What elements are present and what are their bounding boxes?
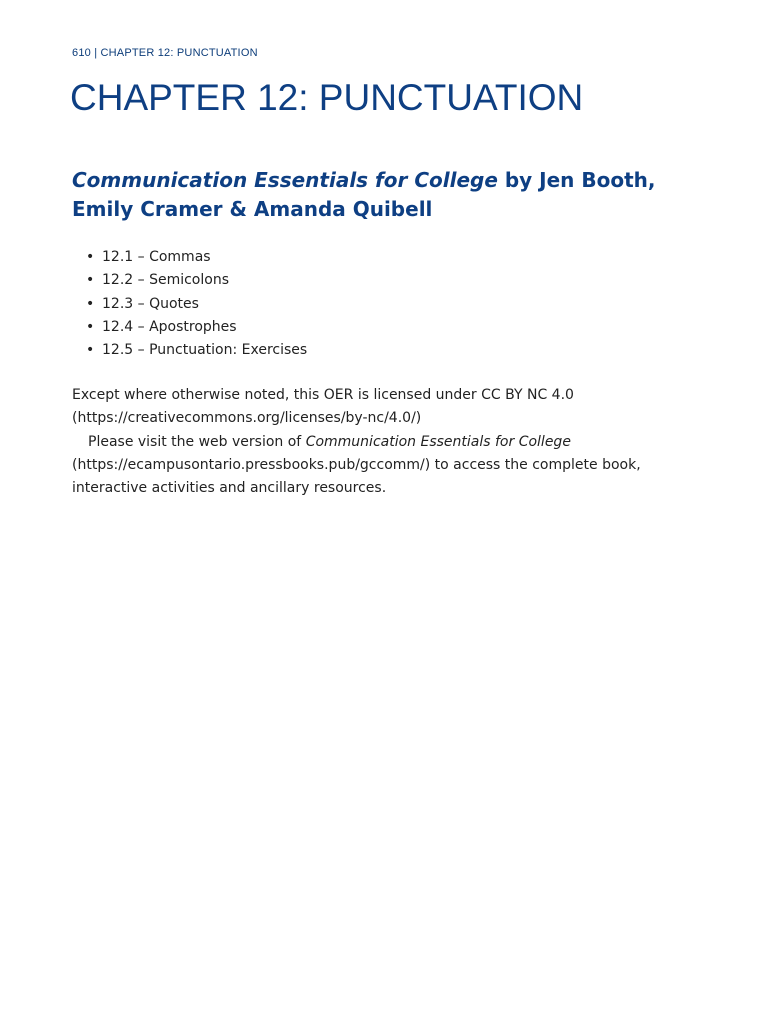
- list-item[interactable]: [72, 269, 307, 292]
- book-byline: by Jen Booth, Emily Cramer & Amanda Quibell: [72, 168, 656, 221]
- bullet-icon: •: [86, 318, 95, 335]
- list-item-label: 12.1 – Commas: [102, 249, 211, 265]
- list-item[interactable]: [72, 339, 307, 362]
- bullet-icon: •: [86, 295, 95, 312]
- license-notice: [72, 384, 712, 500]
- license-statement: Except where otherwise noted, this OER is licensed under CC BY NC 4.0 (https://creativecommons.org/licenses/by-nc/4.0/): [72, 387, 574, 427]
- bullet-icon: •: [86, 249, 95, 265]
- list-item-label: 12.5 – Punctuation: Exercises: [102, 342, 308, 359]
- running-header: 610 | CHAPTER 12: PUNCTUATION: [72, 47, 258, 59]
- bullet-icon: •: [86, 272, 95, 289]
- bullet-icon: •: [86, 342, 95, 359]
- list-item[interactable]: [72, 316, 307, 339]
- list-item-label: 12.3 – Quotes: [102, 295, 199, 312]
- visit-web-version-note: [72, 431, 712, 501]
- visit-suffix: (https://ecampusontario.pressbooks.pub/gccomm/) to access the complete book, interactive activities and ancillary resources.: [72, 456, 641, 497]
- visit-book-title: Communication Essentials for College: [305, 433, 571, 450]
- list-item[interactable]: [72, 293, 307, 316]
- chapter-title: CHAPTER 12: PUNCTUATION: [70, 77, 584, 118]
- book-title: Communication Essentials for College: [72, 168, 498, 192]
- list-item-label: 12.2 – Semicolons: [102, 272, 229, 289]
- visit-prefix: Please visit the web version of: [88, 433, 306, 450]
- list-item-label: 12.4 – Apostrophes: [102, 318, 237, 335]
- book-heading: [72, 166, 702, 224]
- contents-list: [72, 246, 307, 362]
- list-item[interactable]: [72, 246, 307, 269]
